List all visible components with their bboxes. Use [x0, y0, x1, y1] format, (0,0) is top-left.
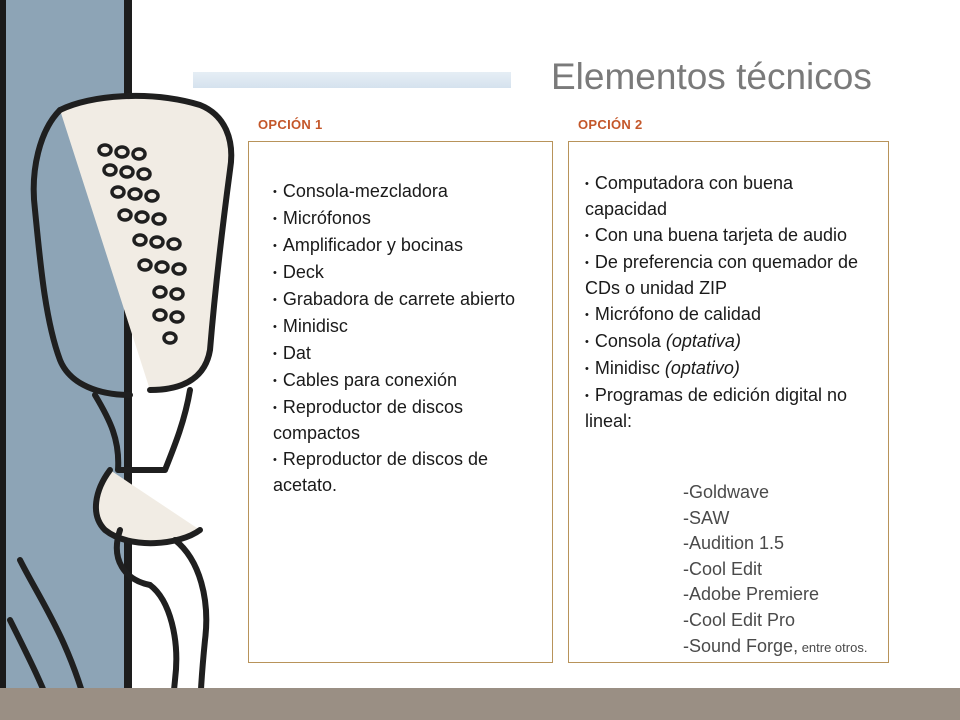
option2-label: OPCIÓN 2	[578, 117, 643, 132]
software-list	[683, 480, 883, 657]
slide-title: Elementos técnicos	[551, 56, 872, 97]
list-item: • Micrófonos	[273, 208, 371, 228]
option1-list	[273, 179, 535, 499]
option2-list	[585, 171, 875, 435]
list-item: • De preferencia con quemador de CDs o unidad ZIP	[585, 252, 859, 298]
option2-box	[568, 141, 889, 663]
software-item: -Audition 1.5	[683, 533, 785, 553]
optional-note: (optativo)	[664, 358, 740, 378]
list-item: • Con una buena tarjeta de audio	[585, 225, 848, 245]
list-item: • Reproductor de discos de acetato.	[273, 449, 488, 495]
list-item: • Computadora con buena capacidad	[585, 173, 793, 219]
list-item: • Consola-mezcladora	[273, 181, 448, 201]
software-item: -Goldwave	[683, 482, 770, 502]
list-item: • Dat	[273, 343, 311, 363]
software-item: -SAW	[683, 507, 730, 528]
list-item: • Consola (optativa)	[585, 331, 741, 351]
list-item: • Micrófono de calidad	[585, 304, 761, 324]
list-item: • Programas de edición digital no lineal:	[585, 385, 848, 431]
list-item: • Minidisc (optativo)	[585, 358, 740, 378]
list-item: • Grabadora de carrete abierto	[273, 289, 515, 309]
title-accent-bar	[193, 72, 511, 88]
option1-label: OPCIÓN 1	[258, 117, 323, 132]
software-item: -Cool Edit Pro	[683, 609, 796, 630]
software-item-last: -Sound Forge, entre otros.	[683, 636, 868, 656]
small-note: entre otros.	[798, 640, 868, 655]
software-item: -Cool Edit	[683, 558, 763, 579]
optional-note: (optativa)	[665, 331, 741, 351]
list-item: • Cables para conexión	[273, 370, 457, 390]
vintage-microphone-illustration	[0, 60, 280, 720]
software-item: -Adobe Premiere	[683, 584, 820, 604]
footer-bar	[0, 688, 960, 720]
list-item: • Deck	[273, 262, 324, 282]
option1-box	[248, 141, 553, 663]
list-item: • Minidisc	[273, 316, 348, 336]
list-item: • Amplificador y bocinas	[273, 235, 463, 255]
list-item: • Reproductor de discos compactos	[273, 397, 463, 443]
